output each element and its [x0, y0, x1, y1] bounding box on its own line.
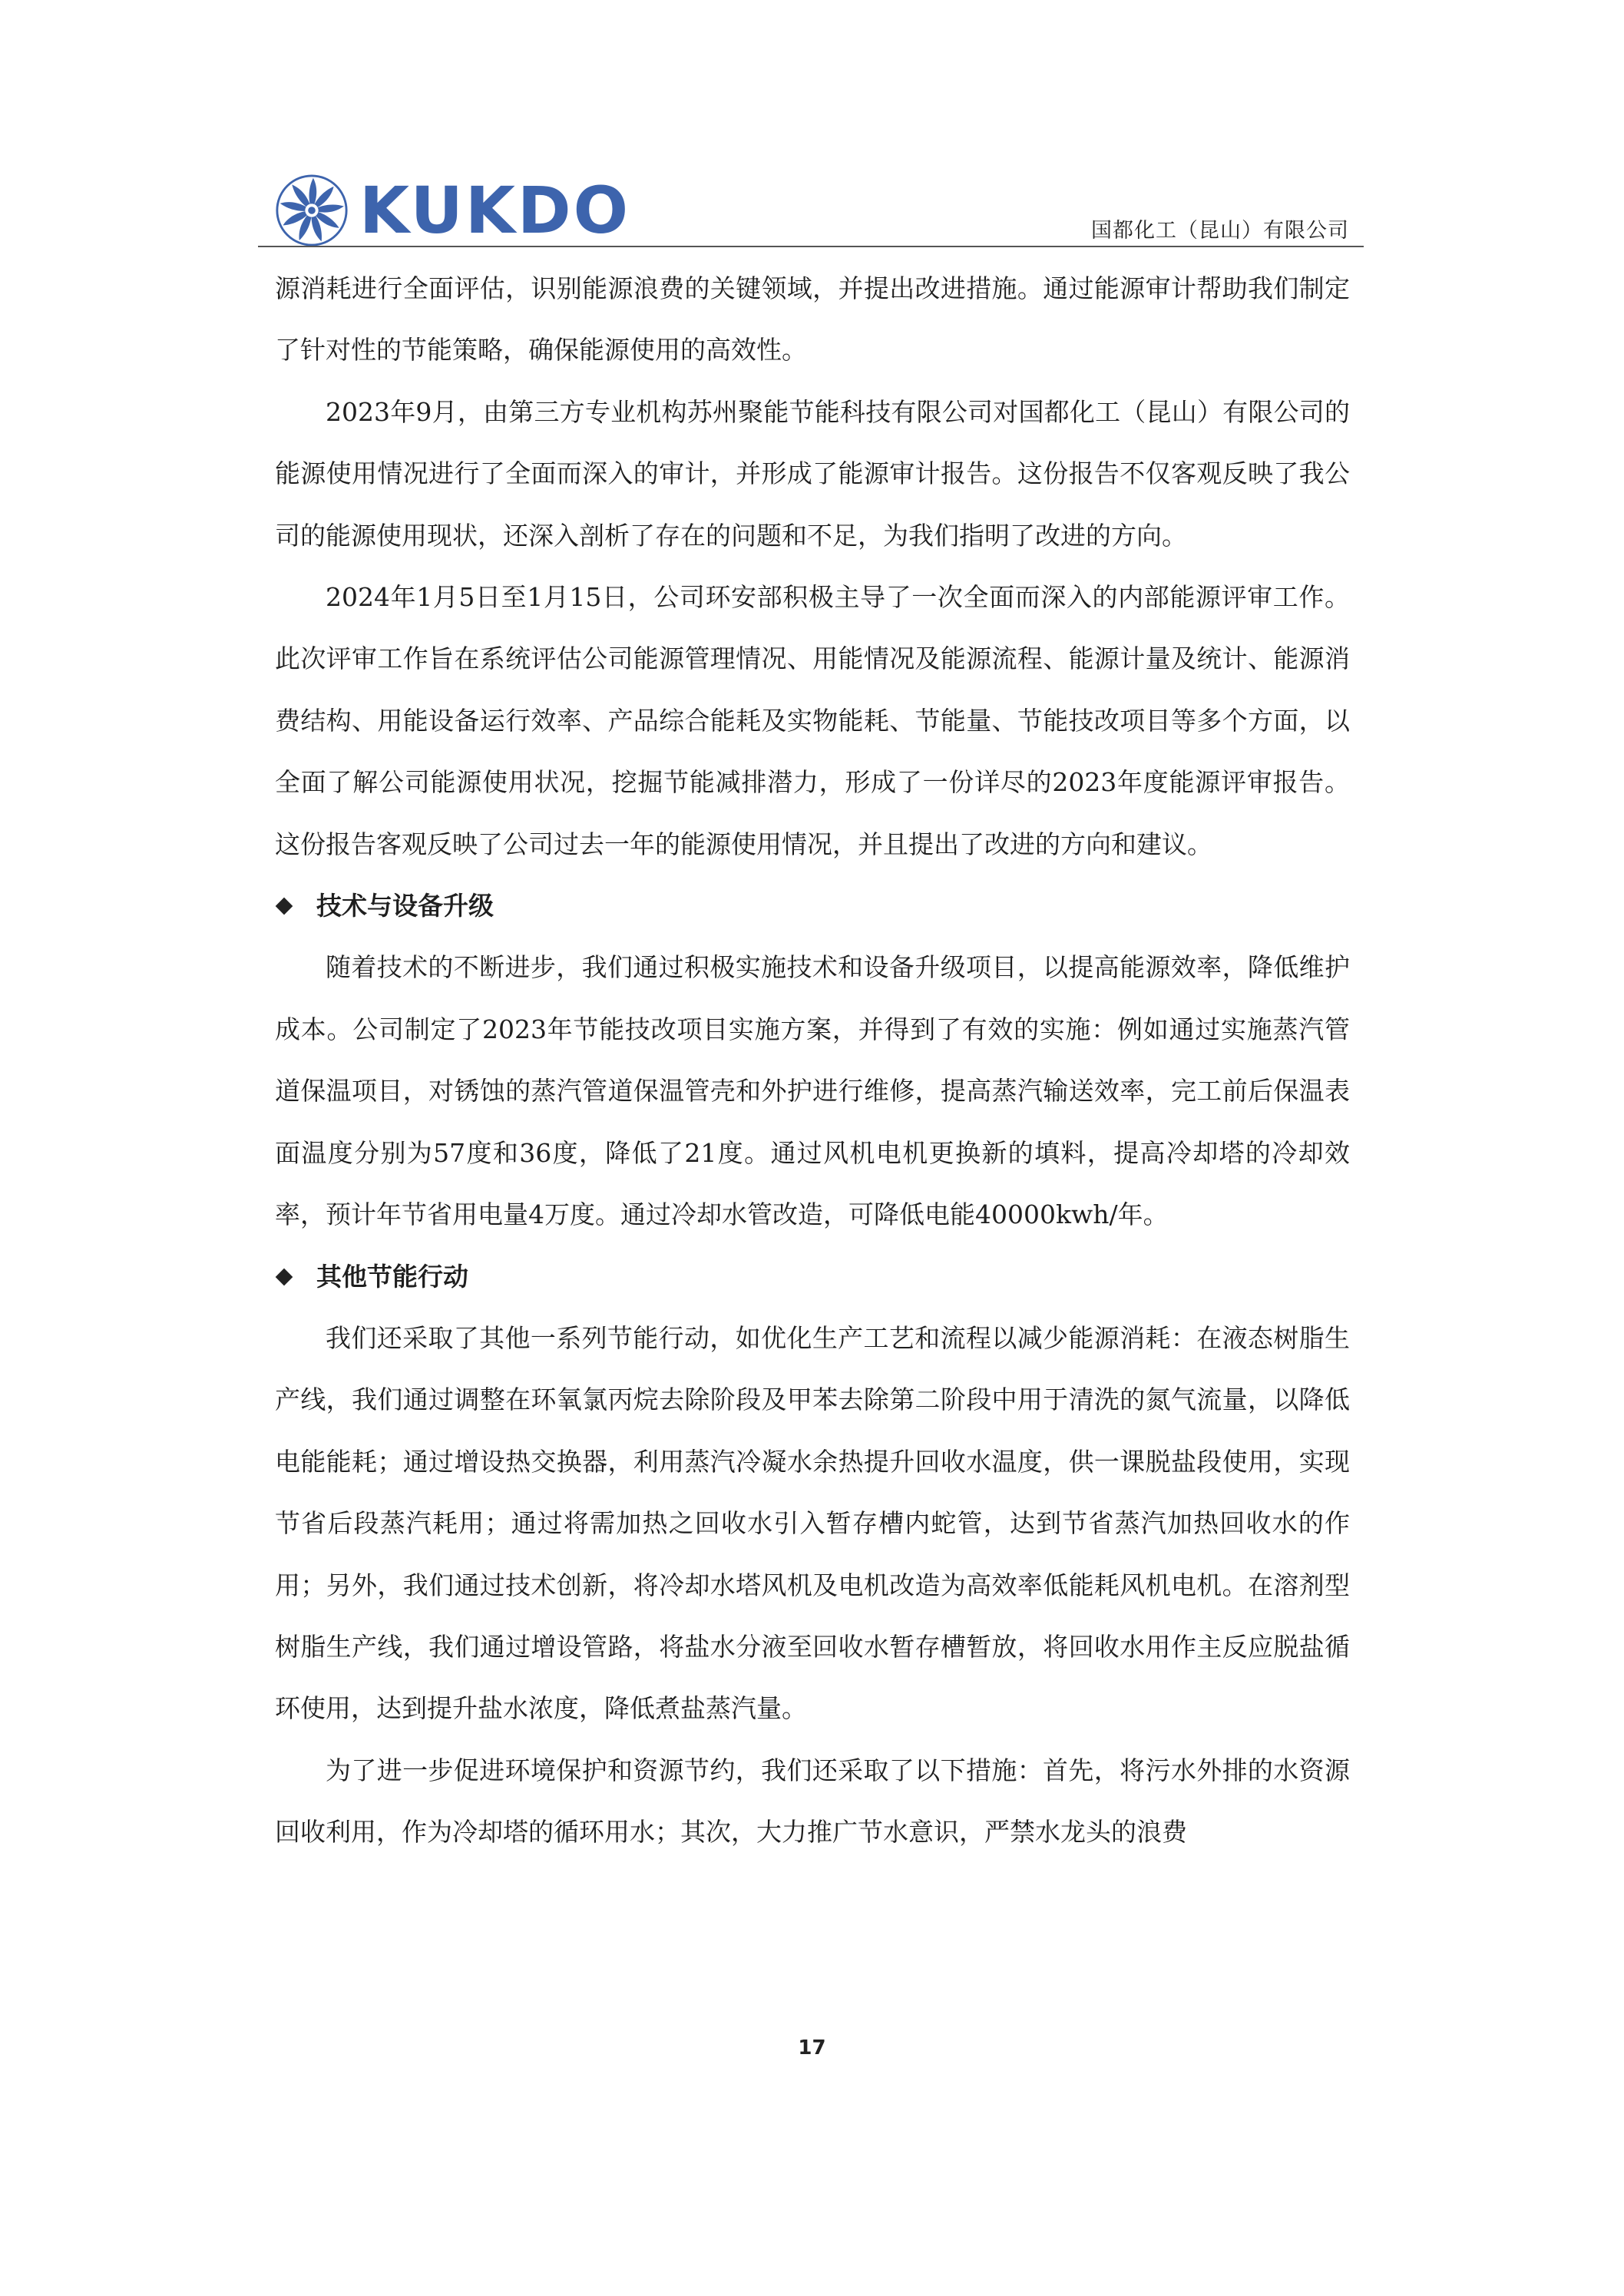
section-heading-text: 其他节能行动: [316, 1261, 468, 1292]
paragraph-continued: 源消耗进行全面评估，识别能源浪费的关键领域，并提出改进措施。通过能源审计帮助我们制定了针对性的节能策略，确保能源使用的高效性。: [275, 273, 1350, 366]
paragraph-energy-audit: 2023年9月，由第三方专业机构苏州聚能节能科技有限公司对国都化工（昆山）有限公司的能源使用情况进行了全面而深入的审计，并形成了能源审计报告。这份报告不仅客观反映了我公司的能源使用现状，还深入剖析了存在的问题和不足，为我们指明了改进的方向。: [275, 396, 1350, 551]
section-heading-other-actions: [275, 1246, 1350, 1308]
header-company-name: 国都化工（昆山）有限公司: [1091, 219, 1349, 243]
paragraph-other-actions: 我们还采取了其他一系列节能行动，如优化生产工艺和流程以减少能源消耗：在液态树脂生产线，我们通过调整在环氧氯丙烷去除阶段及甲苯去除第二阶段中用于清洗的氮气流量，以降低电能能耗；通过增设热交换器，利用蒸汽冷凝水余热提升回收水温度，供一课脱盐段使用，实现节省后段蒸汽耗用；通过将需加热之回收水引入暂存槽内蛇管，达到节省蒸汽加热回收水的作用；另外，我们通过技术创新，将冷却水塔风机及电机改造为高效率低能耗风机电机。在溶剂型树脂生产线，我们通过增设管路，将盐水分液至回收水暂存槽暂放，将回收水用作主反应脱盐循环使用，达到提升盐水浓度，降低煮盐蒸汽量。: [275, 1322, 1350, 1724]
paragraph-tech-upgrade: 随着技术的不断进步，我们通过积极实施技术和设备升级项目，以提高能源效率，降低维护成本。公司制定了2023年节能技改项目实施方案，并得到了有效的实施：例如通过实施蒸汽管道保温项目，对锈蚀的蒸汽管道保温管壳和外护进行维修，提高蒸汽输送效率，完工前后保温表面温度分别为57度和36度，降低了21度。通过风机电机更换新的填料，提高冷却塔的冷却效率，预计年节省用电量4万度。通过冷却水管改造，可降低电能40000kwh/年。: [275, 952, 1350, 1230]
kukdo-turbine-logo-icon: [275, 174, 349, 247]
header-divider: [258, 246, 1364, 247]
page-body: [275, 258, 1350, 1864]
paragraph-energy-review: 2024年1月5日至1月15日，公司环安部积极主导了一次全面而深入的内部能源评审工作。此次评审工作旨在系统评估公司能源管理情况、用能情况及能源流程、能源计量及统计、能源消费结构、用能设备运行效率、产品综合能耗及实物能耗、节能量、节能技改项目等多个方面，以全面了解公司能源使用状况，挖掘节能减排潜力，形成了一份详尽的2023年度能源评审报告。这份报告客观反映了公司过去一年的能源使用情况，并且提出了改进的方向和建议。: [275, 582, 1350, 859]
section-heading-text: 技术与设备升级: [316, 891, 494, 921]
diamond-bullet-icon: [276, 898, 293, 915]
section-heading-tech-upgrade: [275, 875, 1350, 937]
diamond-bullet-icon: [276, 1268, 293, 1285]
page-number: 17: [798, 2036, 826, 2059]
company-logo: [275, 172, 630, 249]
logo-wordmark: KUKDO: [359, 173, 631, 248]
paragraph-resource-saving: 为了进一步促进环境保护和资源节约，我们还采取了以下措施：首先，将污水外排的水资源回收利用，作为冷却塔的循环用水；其次，大力推广节水意识，严禁水龙头的浪费: [275, 1755, 1350, 1848]
